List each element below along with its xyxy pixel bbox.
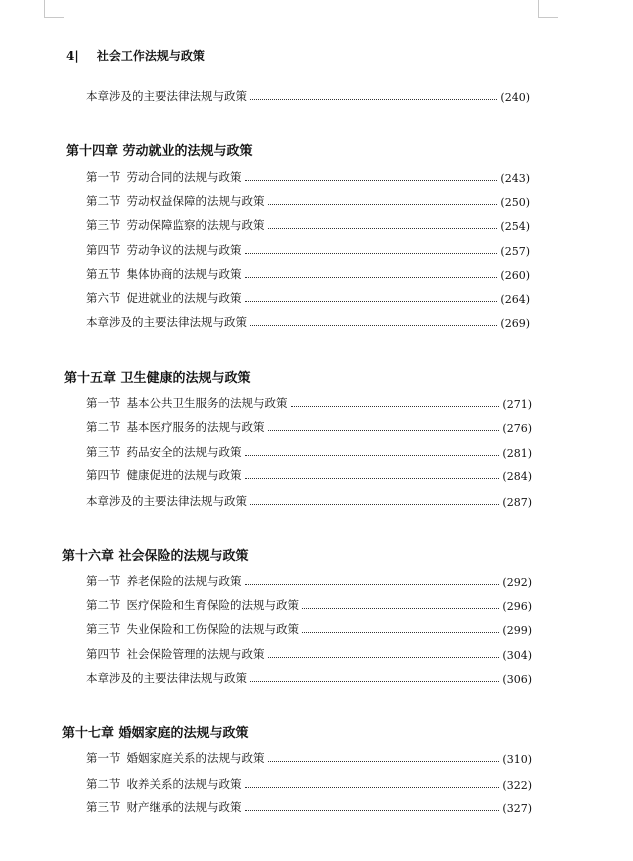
- running-head: [66, 47, 205, 64]
- toc-entry-page: (296): [502, 600, 532, 613]
- crop-mark-top-left: [44, 17, 64, 18]
- section-number: 第二节: [86, 598, 121, 612]
- toc-entry-page: (299): [502, 624, 532, 637]
- toc-entry-page: (243): [500, 172, 530, 185]
- crop-mark-top-right: [538, 17, 558, 18]
- toc-entry-title: 劳动权益保障的法规与政策: [126, 194, 265, 208]
- dot-leader: [245, 478, 500, 479]
- crop-mark-top-left: [44, 0, 45, 18]
- toc-entry-page: (306): [502, 673, 532, 686]
- toc-entry: [86, 748, 532, 766]
- section-number: 第一节: [86, 751, 121, 765]
- toc-entry: [86, 571, 532, 589]
- toc-entry-page: (304): [502, 649, 532, 662]
- dot-leader: [250, 681, 499, 682]
- dot-leader: [268, 228, 498, 229]
- section-number: 第三节: [86, 622, 121, 636]
- toc-entry: [86, 774, 532, 792]
- dot-leader: [245, 180, 498, 181]
- dot-leader: [245, 253, 498, 254]
- dot-leader: [268, 657, 500, 658]
- toc-entry: [86, 167, 530, 185]
- toc-entry: [86, 442, 532, 460]
- chapter-heading: 第十四章 劳动就业的法规与政策: [66, 144, 253, 159]
- toc-entry: [86, 86, 530, 104]
- toc-entry: [86, 312, 530, 330]
- crop-mark-top-right: [538, 0, 539, 18]
- dot-leader: [250, 325, 497, 326]
- toc-entry-page: (322): [502, 779, 532, 792]
- section-number: 第三节: [86, 218, 121, 232]
- dot-leader: [291, 406, 500, 407]
- section-number: 第一节: [86, 396, 121, 410]
- toc-entry: [86, 215, 530, 233]
- toc-entry-page: (287): [502, 496, 532, 509]
- section-number: 第四节: [86, 468, 121, 482]
- toc-entry-page: (264): [500, 293, 530, 306]
- chapter-heading: 第十七章 婚姻家庭的法规与政策: [62, 726, 249, 741]
- toc-entry-page: (260): [500, 269, 530, 282]
- toc-entry: [86, 264, 530, 282]
- chapter-heading: 第十五章 卫生健康的法规与政策: [64, 371, 251, 386]
- toc-entry-page: (269): [500, 317, 530, 330]
- toc-entry: [86, 668, 532, 686]
- toc-entry-page: (292): [502, 576, 532, 589]
- dot-leader: [250, 504, 499, 505]
- toc-entry-title: 养老保险的法规与政策: [126, 574, 242, 588]
- section-number: 第四节: [86, 243, 121, 257]
- toc-entry-title: 药品安全的法规与政策: [126, 445, 242, 459]
- toc-entry-title: 健康促进的法规与政策: [126, 468, 242, 482]
- book-title: 社会工作法规与政策: [96, 49, 205, 63]
- toc-entry-title: 本章涉及的主要法律法规与政策: [86, 671, 247, 685]
- toc-entry: [86, 288, 530, 306]
- toc-entry: [86, 619, 532, 637]
- toc-entry-title: 本章涉及的主要法律法规与政策: [86, 494, 247, 508]
- dot-leader: [250, 99, 497, 100]
- section-number: 第一节: [86, 170, 121, 184]
- section-number: 第二节: [86, 194, 121, 208]
- dot-leader: [245, 301, 498, 302]
- chapter-heading: 第十六章 社会保险的法规与政策: [62, 549, 249, 564]
- toc-entry-page: (284): [502, 470, 532, 483]
- toc-entry-title: 集体协商的法规与政策: [126, 267, 242, 281]
- section-number: 第二节: [86, 777, 121, 791]
- section-number: 第四节: [86, 647, 121, 661]
- toc-entry-page: (240): [500, 91, 530, 104]
- section-number: 第三节: [86, 445, 121, 459]
- toc-entry: [86, 191, 530, 209]
- toc-entry-title: 劳动保障监察的法规与政策: [126, 218, 265, 232]
- toc-entry: [86, 491, 532, 509]
- toc-entry-title: 收养关系的法规与政策: [126, 777, 242, 791]
- section-number: 第三节: [86, 800, 121, 814]
- dot-leader: [245, 277, 498, 278]
- toc-entry-title: 促进就业的法规与政策: [126, 291, 242, 305]
- toc-entry-title: 基本公共卫生服务的法规与政策: [126, 396, 288, 410]
- toc-entry-title: 婚姻家庭关系的法规与政策: [126, 751, 265, 765]
- dot-leader: [245, 810, 500, 811]
- toc-entry-page: (250): [500, 196, 530, 209]
- toc-entry-title: 基本医疗服务的法规与政策: [126, 420, 265, 434]
- toc-entry-page: (254): [500, 220, 530, 233]
- toc-entry-page: (310): [502, 753, 532, 766]
- toc-entry: [86, 240, 530, 258]
- dot-leader: [302, 608, 499, 609]
- toc-entry-title: 财产继承的法规与政策: [126, 800, 242, 814]
- toc-entry-title: 本章涉及的主要法律法规与政策: [86, 89, 247, 103]
- page-number: 4|: [66, 49, 79, 63]
- dot-leader: [245, 787, 500, 788]
- toc-entry-page: (257): [500, 245, 530, 258]
- section-number: 第六节: [86, 291, 121, 305]
- dot-leader: [268, 430, 500, 431]
- toc-entry-title: 本章涉及的主要法律法规与政策: [86, 315, 247, 329]
- toc-entry-title: 社会保险管理的法规与政策: [126, 647, 265, 661]
- dot-leader: [268, 761, 500, 762]
- toc-entry-page: (271): [502, 398, 532, 411]
- dot-leader: [245, 584, 500, 585]
- toc-entry-title: 劳动争议的法规与政策: [126, 243, 242, 257]
- toc-entry: [86, 797, 532, 815]
- toc-entry-page: (281): [502, 447, 532, 460]
- toc-entry: [86, 644, 532, 662]
- toc-entry: [86, 417, 532, 435]
- toc-entry-title: 医疗保险和生育保险的法规与政策: [126, 598, 299, 612]
- toc-entry: [86, 595, 532, 613]
- dot-leader: [302, 632, 499, 633]
- section-number: 第五节: [86, 267, 121, 281]
- section-number: 第一节: [86, 574, 121, 588]
- toc-entry-page: (327): [502, 802, 532, 815]
- section-number: 第二节: [86, 420, 121, 434]
- toc-entry: [86, 465, 532, 483]
- toc-entry-title: 失业保险和工伤保险的法规与政策: [126, 622, 299, 636]
- toc-entry-title: 劳动合同的法规与政策: [126, 170, 242, 184]
- dot-leader: [245, 455, 500, 456]
- toc-entry: [86, 393, 532, 411]
- toc-entry-page: (276): [502, 422, 532, 435]
- dot-leader: [268, 204, 498, 205]
